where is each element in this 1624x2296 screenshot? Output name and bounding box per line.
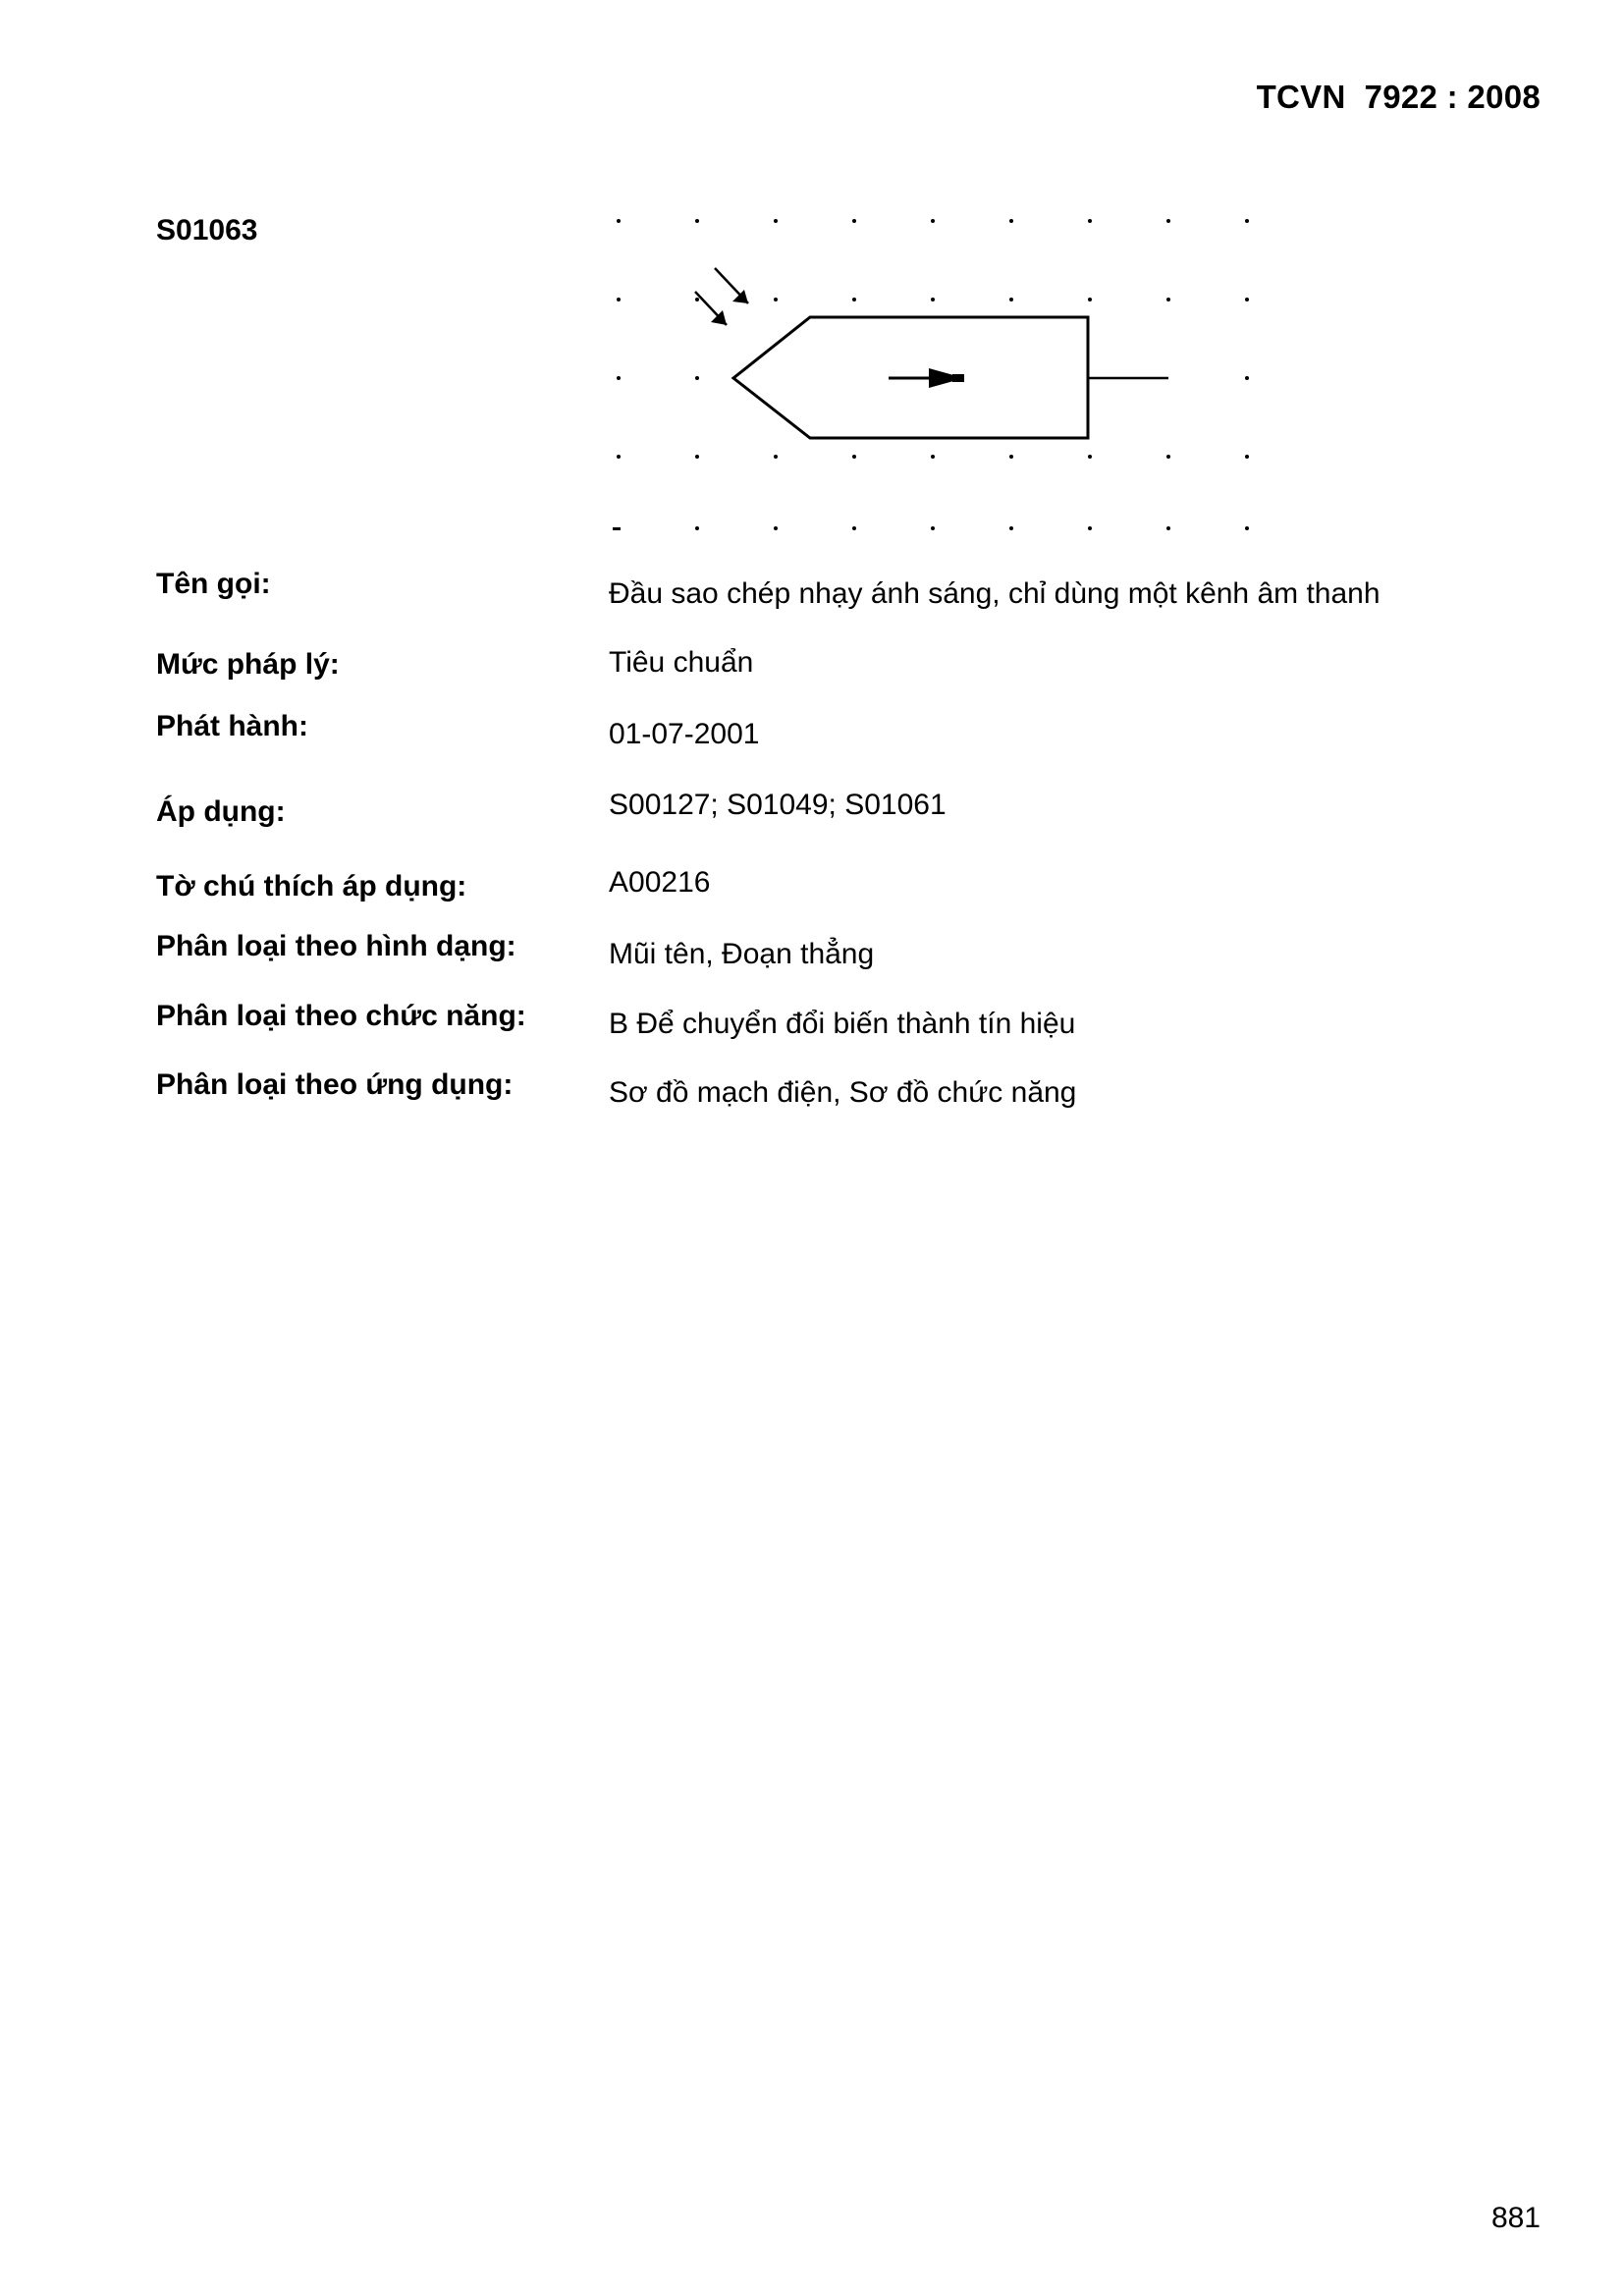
standard-id: TCVN 7922 : 2008: [1256, 79, 1541, 115]
field-label-shape-class: Phân loại theo hình dạng:: [156, 930, 516, 962]
field-value-application-class: Sơ đồ mạch điện, Sơ đồ chức năng: [609, 1076, 1077, 1109]
field-value-function-class: B Để chuyển đổi biến thành tín hiệu: [609, 1008, 1076, 1040]
field-label-application-class: Phân loại theo ứng dụng:: [156, 1068, 514, 1101]
reproducing-head-outline: [736, 317, 810, 438]
field-value-applies: S00127; S01049; S01061: [609, 789, 947, 821]
field-label-issued: Phát hành:: [156, 710, 308, 742]
symbol-code: S01063: [156, 214, 258, 246]
field-label-application-note: Tờ chú thích áp dụng:: [156, 870, 467, 902]
symbol-figure: [599, 201, 1267, 545]
field-label-name: Tên gọi:: [156, 568, 271, 600]
page-number: 881: [1490, 2202, 1541, 2234]
signal-direction-arrow: [889, 368, 964, 388]
field-value-issued: 01-07-2001: [609, 718, 760, 750]
field-value-name: Đầu sao chép nhạy ánh sáng, chỉ dùng một kênh âm thanh: [609, 577, 1380, 610]
field-label-function-class: Phân loại theo chức năng:: [156, 1000, 526, 1032]
light-arrows: [695, 268, 748, 325]
field-value-shape-class: Mũi tên, Đoạn thẳng: [609, 938, 875, 970]
field-value-application-note: A00216: [609, 866, 711, 899]
field-label-legal-level: Mức pháp lý:: [156, 648, 340, 681]
field-label-applies: Áp dụng:: [156, 795, 286, 828]
field-value-legal-level: Tiêu chuẩn: [609, 646, 754, 679]
